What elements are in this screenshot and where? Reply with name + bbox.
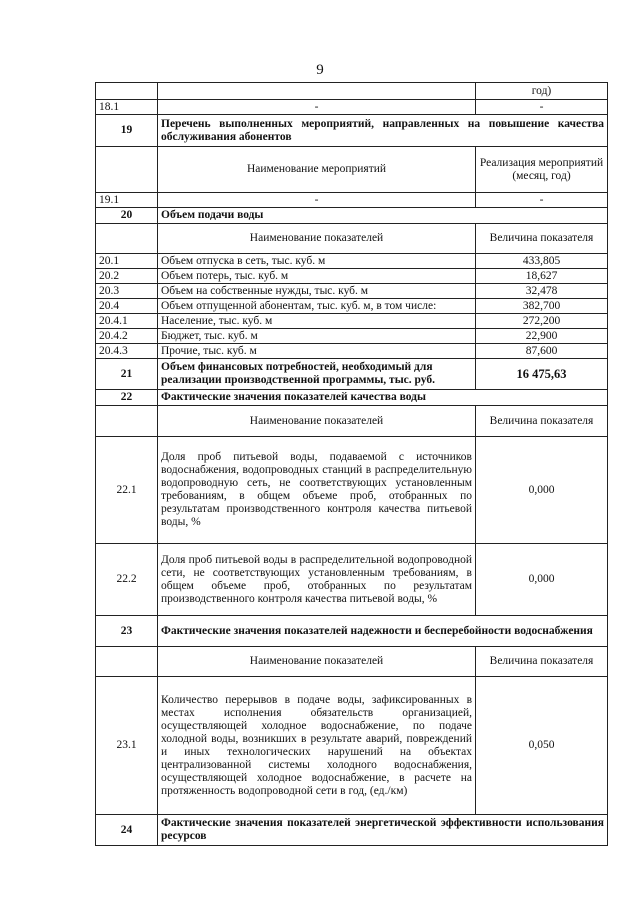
row-number: 20.3 [96,284,158,299]
row-number: 19.1 [96,193,158,208]
table-row [96,269,608,284]
section-row [96,115,608,147]
column-header: Наименование мероприятий [158,147,476,193]
table-row [96,677,608,815]
section-number: 24 [96,815,158,846]
row-value: 272,200 [476,314,608,329]
row-number: 20.4 [96,299,158,314]
table-cell [158,83,476,100]
table-cell [96,147,158,193]
section-row [96,390,608,406]
table-row [96,314,608,329]
row-number: 20.2 [96,269,158,284]
column-header: Наименование показателей [158,224,476,254]
row-number: 20.1 [96,254,158,269]
table-cell [96,406,158,437]
row-name: Объем отпущенной абонентам, тыс. куб. м, в том числе: [158,299,476,314]
column-header: Величина показателя [476,224,608,254]
row-name: Объем отпуска в сеть, тыс. куб. м [158,254,476,269]
section-number: 23 [96,616,158,647]
column-header: Величина показателя [476,647,608,677]
row-value: 382,700 [476,299,608,314]
section-number: 21 [96,359,158,390]
row-name: - [158,193,476,208]
row-number: 22.2 [96,544,158,616]
table-row [96,437,608,544]
table-row [96,329,608,344]
column-header: Величина показателя [476,406,608,437]
header-row [96,406,608,437]
section-title: Фактические значения показателей энергетической эффективности использования ресурсов [158,815,608,846]
row-value: - [476,100,608,115]
row-name: Объем потерь, тыс. куб. м [158,269,476,284]
row-value: 22,900 [476,329,608,344]
page-number: 9 [316,62,324,78]
section-row [96,616,608,647]
row-name: Прочие, тыс. куб. м [158,344,476,359]
row-value: 18,627 [476,269,608,284]
row-value: 433,805 [476,254,608,269]
table-cell: год) [476,83,608,100]
row-name: Доля проб питьевой воды в распределительной водопроводной сети, не соответствующих установленным требованиям, в общем объеме проб, отобранных по результатам производственного контроля качества питьевой воды, % [158,544,476,616]
table-row [96,299,608,314]
row-number: 22.1 [96,437,158,544]
row-name: Бюджет, тыс. куб. м [158,329,476,344]
table-row [96,544,608,616]
section-number: 19 [96,115,158,147]
column-header: Реализация мероприятий (месяц, год) [476,147,608,193]
row-value: 0,000 [476,544,608,616]
table-cell [96,647,158,677]
row-name: Население, тыс. куб. м [158,314,476,329]
column-header: Наименование показателей [158,647,476,677]
table-row [96,254,608,269]
section-number: 22 [96,390,158,406]
header-row [96,647,608,677]
row-name: Объем финансовых потребностей, необходимый для реализации производственной программы, тыс. руб. [158,359,476,390]
table-row [96,344,608,359]
row-value: 0,050 [476,677,608,815]
row-name: Количество перерывов в подаче воды, зафиксированных в местах исполнения обязательств организацией, осуществляющей холодное водоснабжение, по подаче холодной воды, возникших в результате аварий, повреждений и иных технологических нарушений на объектах централизованной системы холодного водоснабжения, осуществляющей холодное водоснабжение, в расчете на протяженность водопроводной сети в год, (ед./км) [158,677,476,815]
header-row [96,224,608,254]
header-row [96,147,608,193]
section-number: 20 [96,208,158,224]
column-header: Наименование показателей [158,406,476,437]
row-number: 23.1 [96,677,158,815]
section-title: Объем подачи воды [158,208,608,224]
row-value: - [476,193,608,208]
row-number: 18.1 [96,100,158,115]
row-name: - [158,100,476,115]
row-value: 32,478 [476,284,608,299]
section-title: Фактические значения показателей надежности и бесперебойности водоснабжения [158,616,608,647]
section-row [96,815,608,846]
table-row [96,83,608,100]
row-number: 20.4.3 [96,344,158,359]
table-cell [96,83,158,100]
row-name: Объем на собственные нужды, тыс. куб. м [158,284,476,299]
section-row [96,359,608,390]
row-number: 20.4.1 [96,314,158,329]
row-value: 0,000 [476,437,608,544]
row-number: 20.4.2 [96,329,158,344]
table-cell [96,224,158,254]
production-program-table [95,82,608,846]
row-name: Доля проб питьевой воды, подаваемой с источников водоснабжения, водопроводных станций в распределительную водопроводную сеть, не соответствующих установленным требованиям, в общем объеме проб, отобранных по результатам производственного контроля качества питьевой воды, % [158,437,476,544]
table-row [96,193,608,208]
section-title: Перечень выполненных мероприятий, направленных на повышение качества обслуживания абонентов [158,115,608,147]
section-title: Фактические значения показателей качества воды [158,390,608,406]
row-value: 16 475,63 [476,359,608,390]
table-row [96,284,608,299]
section-row [96,208,608,224]
row-value: 87,600 [476,344,608,359]
table-row [96,100,608,115]
